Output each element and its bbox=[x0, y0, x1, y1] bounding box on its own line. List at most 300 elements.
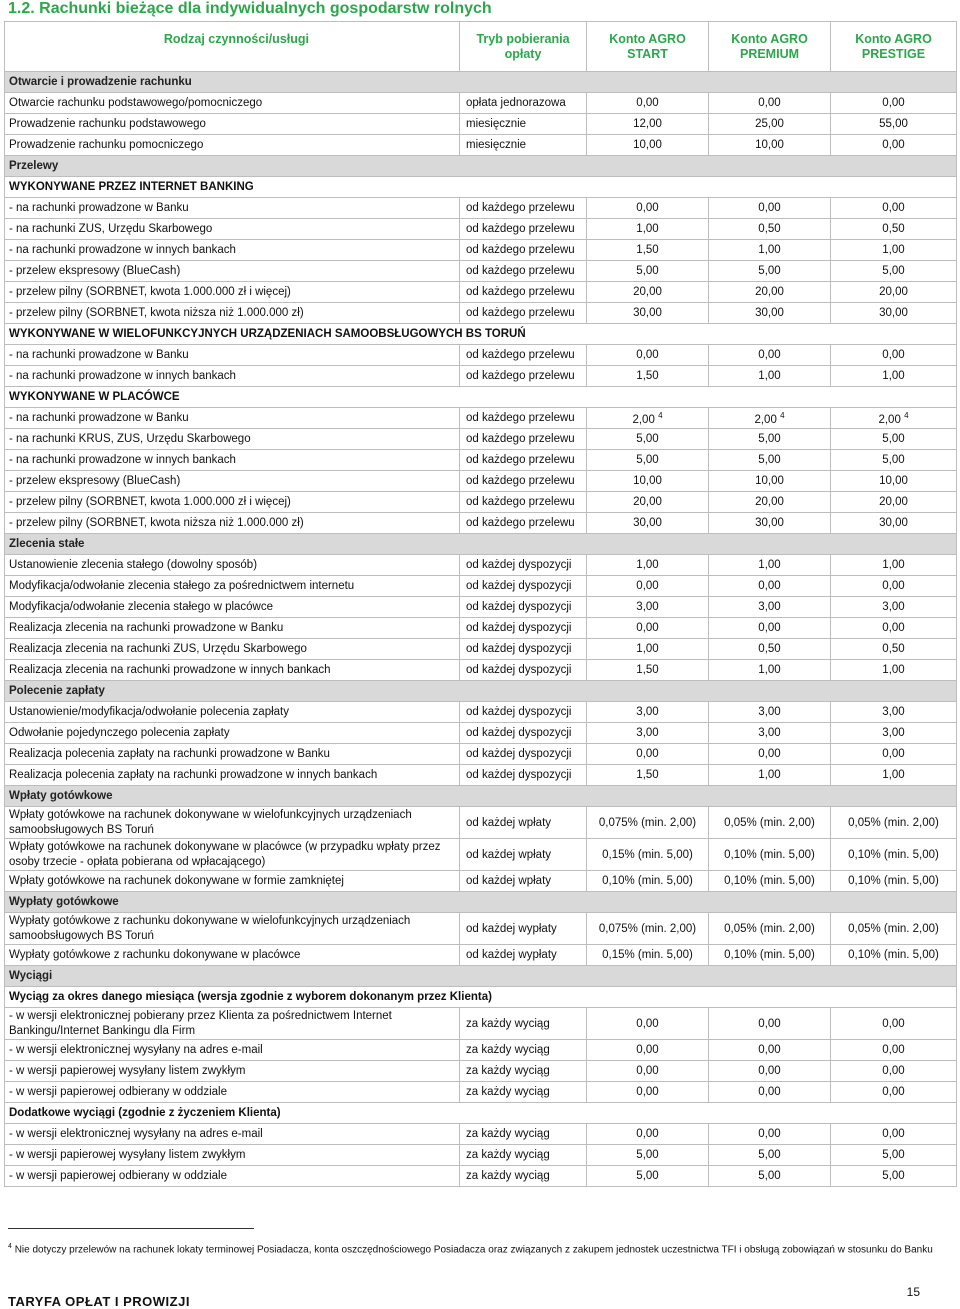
row-agro-premium-text: 5,00 bbox=[758, 1149, 781, 1161]
row-agro-premium bbox=[709, 1082, 831, 1103]
row-agro-start-text: 1,00 bbox=[636, 223, 659, 235]
row-agro-premium-text: 20,00 bbox=[755, 496, 784, 508]
table-row bbox=[5, 807, 957, 839]
table-row bbox=[5, 135, 957, 156]
row-agro-start-text: 30,00 bbox=[633, 517, 662, 529]
row-agro-start-text: 1,50 bbox=[636, 664, 659, 676]
row-fee-mode-text: miesięcznie bbox=[466, 139, 527, 151]
row-name-text: Realizacja zlecenia na rachunki prowadzone w innych bankach bbox=[9, 664, 331, 676]
row-agro-premium bbox=[709, 913, 831, 945]
row-agro-premium-text: 3,00 bbox=[758, 601, 781, 613]
table-row bbox=[5, 1061, 957, 1082]
row-agro-premium bbox=[709, 1008, 831, 1040]
row-fee-mode bbox=[460, 240, 587, 261]
row-agro-prestige bbox=[831, 639, 957, 660]
row-agro-prestige bbox=[831, 660, 957, 681]
row-name bbox=[5, 408, 460, 429]
section-title: Wypłaty gotówkowe bbox=[5, 892, 957, 913]
row-name-text: - na rachunki prowadzone w Banku bbox=[9, 349, 189, 361]
section-row bbox=[5, 966, 957, 987]
row-fee-mode bbox=[460, 93, 587, 114]
row-fee-mode-text: od każdego przelewu bbox=[466, 475, 575, 487]
row-name-text: Wpłaty gotówkowe na rachunek dokonywane w wielofunkcyjnych urządzeniach samoobsługowych BS Toruń bbox=[9, 808, 412, 836]
row-agro-start-text: 0,00 bbox=[636, 1017, 659, 1030]
subsection-title: Dodatkowe wyciągi (zgodnie z życzeniem Klienta) bbox=[5, 1103, 957, 1124]
row-agro-prestige bbox=[831, 114, 957, 135]
row-agro-premium-text: 5,00 bbox=[758, 454, 781, 466]
row-agro-start bbox=[587, 1145, 709, 1166]
row-agro-premium bbox=[709, 1124, 831, 1145]
subsection-title: WYKONYWANE W WIELOFUNKCYJNYCH URZĄDZENIACH SAMOOBSŁUGOWYCH BS TORUŃ bbox=[5, 324, 957, 345]
row-fee-mode-text: od każdego przelewu bbox=[466, 496, 575, 508]
row-agro-start bbox=[587, 765, 709, 786]
row-agro-prestige bbox=[831, 240, 957, 261]
row-fee-mode bbox=[460, 471, 587, 492]
row-agro-start-text: 20,00 bbox=[633, 286, 662, 298]
row-agro-prestige bbox=[831, 839, 957, 871]
table-row bbox=[5, 723, 957, 744]
row-name bbox=[5, 135, 460, 156]
row-agro-prestige-text: 5,00 bbox=[882, 265, 905, 277]
subsection-title: Wyciąg za okres danego miesiąca (wersja zgodnie z wyborem dokonanym przez Klienta) bbox=[5, 987, 957, 1008]
row-agro-prestige bbox=[831, 93, 957, 114]
row-agro-prestige-text: 1,00 bbox=[882, 664, 905, 676]
row-agro-prestige-text: 0,10% (min. 5,00) bbox=[848, 949, 939, 961]
row-agro-start-text: 0,00 bbox=[636, 622, 659, 634]
row-agro-start-text: 5,00 bbox=[636, 1149, 659, 1161]
table-row bbox=[5, 429, 957, 450]
row-fee-mode-text: od każdego przelewu bbox=[466, 412, 575, 424]
row-agro-prestige-text: 5,00 bbox=[882, 1149, 905, 1161]
row-name-text: Realizacja polecenia zapłaty na rachunki prowadzone w Banku bbox=[9, 748, 330, 760]
row-name-text: - na rachunki prowadzone w innych bankach bbox=[9, 454, 236, 466]
row-agro-prestige bbox=[831, 408, 957, 429]
row-agro-prestige bbox=[831, 723, 957, 744]
row-fee-mode-text: za każdy wyciąg bbox=[466, 1044, 550, 1056]
row-name-text: - na rachunki ZUS, Urzędu Skarbowego bbox=[9, 223, 213, 235]
row-agro-start-text: 0,10% (min. 5,00) bbox=[602, 875, 693, 887]
row-name bbox=[5, 576, 460, 597]
row-agro-premium-text: 5,00 bbox=[758, 1170, 781, 1182]
row-agro-start bbox=[587, 345, 709, 366]
row-agro-prestige-text: 0,00 bbox=[882, 622, 905, 634]
row-agro-start-text: 0,00 bbox=[636, 580, 659, 592]
table-row bbox=[5, 408, 957, 429]
row-fee-mode bbox=[460, 639, 587, 660]
row-name bbox=[5, 366, 460, 387]
row-agro-prestige bbox=[831, 261, 957, 282]
table-row bbox=[5, 513, 957, 534]
row-agro-premium bbox=[709, 576, 831, 597]
row-fee-mode bbox=[460, 913, 587, 945]
table-row bbox=[5, 555, 957, 576]
row-agro-start-text: 0,15% (min. 5,00) bbox=[602, 848, 693, 861]
row-name-text: Wpłaty gotówkowe na rachunek dokonywane w formie zamkniętej bbox=[9, 875, 344, 887]
row-fee-mode bbox=[460, 744, 587, 765]
row-fee-mode bbox=[460, 576, 587, 597]
row-agro-start bbox=[587, 1061, 709, 1082]
row-name bbox=[5, 492, 460, 513]
row-agro-premium bbox=[709, 450, 831, 471]
row-fee-mode bbox=[460, 702, 587, 723]
row-agro-premium bbox=[709, 261, 831, 282]
row-agro-prestige-text: 0,50 bbox=[882, 223, 905, 235]
table-row bbox=[5, 1166, 957, 1187]
row-fee-mode-text: za każdy wyciąg bbox=[466, 1086, 550, 1098]
row-agro-start-text: 0,00 bbox=[636, 1128, 659, 1140]
section-title: Wyciągi bbox=[5, 966, 957, 987]
row-name-text: Wypłaty gotówkowe z rachunku dokonywane w wielofunkcyjnych urządzeniach samoobsługowych BS Toruń bbox=[9, 914, 411, 942]
row-agro-prestige bbox=[831, 513, 957, 534]
row-agro-premium-text: 5,00 bbox=[758, 433, 781, 445]
row-fee-mode bbox=[460, 1061, 587, 1082]
row-name bbox=[5, 1145, 460, 1166]
row-name-text: - przelew pilny (SORBNET, kwota 1.000.000 zł i więcej) bbox=[9, 496, 291, 508]
row-fee-mode bbox=[460, 807, 587, 839]
row-agro-start bbox=[587, 913, 709, 945]
row-name-text: Modyfikacja/odwołanie zlecenia stałego w placówce bbox=[9, 601, 274, 613]
row-agro-premium-text: 0,00 bbox=[758, 349, 781, 361]
row-agro-prestige-text: 0,00 bbox=[882, 1065, 905, 1077]
row-agro-start bbox=[587, 1008, 709, 1040]
row-agro-prestige-text: 0,00 bbox=[882, 202, 905, 214]
row-agro-prestige-text: 0,00 bbox=[882, 1044, 905, 1056]
row-agro-prestige bbox=[831, 135, 957, 156]
table-row bbox=[5, 639, 957, 660]
row-agro-prestige-text: 1,00 bbox=[882, 769, 905, 781]
row-name bbox=[5, 597, 460, 618]
row-name bbox=[5, 1124, 460, 1145]
row-name bbox=[5, 618, 460, 639]
section-row bbox=[5, 72, 957, 93]
row-agro-premium bbox=[709, 1166, 831, 1187]
row-agro-prestige bbox=[831, 450, 957, 471]
row-agro-prestige bbox=[831, 702, 957, 723]
fee-table bbox=[4, 21, 957, 1187]
row-agro-start bbox=[587, 261, 709, 282]
row-agro-prestige-text: 0,00 bbox=[882, 139, 905, 151]
row-agro-start bbox=[587, 135, 709, 156]
row-agro-prestige bbox=[831, 303, 957, 324]
section-row bbox=[5, 786, 957, 807]
row-agro-premium-text: 0,00 bbox=[758, 202, 781, 214]
row-name-text: Otwarcie rachunku podstawowego/pomocniczego bbox=[9, 97, 263, 109]
row-fee-mode-text: od każdego przelewu bbox=[466, 370, 575, 382]
row-agro-premium bbox=[709, 198, 831, 219]
subsection-title: WYKONYWANE W PLACÓWCE bbox=[5, 387, 957, 408]
section-row bbox=[5, 892, 957, 913]
row-name-text: - na rachunki prowadzone w innych bankach bbox=[9, 370, 236, 382]
row-name-text: - na rachunki prowadzone w Banku bbox=[9, 202, 189, 214]
row-agro-start bbox=[587, 219, 709, 240]
row-agro-premium bbox=[709, 114, 831, 135]
row-fee-mode-text: od każdej wpłaty bbox=[466, 816, 552, 829]
row-agro-premium-text: 3,00 bbox=[758, 706, 781, 718]
row-fee-mode-text: od każdej dyspozycji bbox=[466, 748, 572, 760]
row-agro-premium-text: 1,00 bbox=[758, 244, 781, 256]
row-name-text: - przelew ekspresowy (BlueCash) bbox=[9, 475, 181, 487]
row-fee-mode-text: od każdej wypłaty bbox=[466, 922, 557, 935]
row-name bbox=[5, 282, 460, 303]
row-agro-start-text: 0,00 bbox=[636, 748, 659, 760]
row-agro-prestige-text: 3,00 bbox=[882, 601, 905, 613]
section-title: Polecenie zapłaty bbox=[5, 681, 957, 702]
row-fee-mode-text: od każdej dyspozycji bbox=[466, 622, 572, 634]
row-agro-premium-text: 30,00 bbox=[755, 307, 784, 319]
row-fee-mode bbox=[460, 114, 587, 135]
row-agro-start bbox=[587, 114, 709, 135]
row-agro-prestige bbox=[831, 492, 957, 513]
row-name bbox=[5, 1061, 460, 1082]
row-agro-prestige bbox=[831, 219, 957, 240]
row-agro-start bbox=[587, 513, 709, 534]
table-row bbox=[5, 450, 957, 471]
row-agro-premium-text: 0,10% (min. 5,00) bbox=[724, 875, 815, 887]
row-agro-start-text: 5,00 bbox=[636, 265, 659, 277]
row-agro-prestige-text: 0,00 bbox=[882, 748, 905, 760]
row-agro-prestige-text: 0,05% (min. 2,00) bbox=[848, 816, 939, 829]
row-agro-start bbox=[587, 871, 709, 892]
page-title: 1.2. Rachunki bieżące dla indywidualnych gospodarstw rolnych bbox=[8, 0, 492, 17]
row-agro-premium-text: 0,00 bbox=[758, 1044, 781, 1056]
footnote-mark: 4 bbox=[8, 1243, 12, 1250]
row-agro-prestige bbox=[831, 597, 957, 618]
table-row bbox=[5, 765, 957, 786]
row-name bbox=[5, 639, 460, 660]
row-fee-mode-text: od każdej dyspozycji bbox=[466, 706, 572, 718]
row-agro-start bbox=[587, 839, 709, 871]
row-agro-prestige-text: 0,00 bbox=[882, 1017, 905, 1030]
row-name-text: Odwołanie pojedynczego polecenia zapłaty bbox=[9, 727, 230, 739]
header-agro-premium: Konto AGRO PREMIUM bbox=[709, 22, 831, 72]
row-agro-start-text: 5,00 bbox=[636, 433, 659, 445]
row-agro-premium bbox=[709, 744, 831, 765]
row-name-text: Realizacja zlecenia na rachunki prowadzone w Banku bbox=[9, 622, 284, 634]
row-agro-start bbox=[587, 702, 709, 723]
table-row bbox=[5, 303, 957, 324]
row-name bbox=[5, 555, 460, 576]
row-fee-mode bbox=[460, 366, 587, 387]
row-agro-start bbox=[587, 1082, 709, 1103]
row-fee-mode bbox=[460, 345, 587, 366]
row-agro-prestige bbox=[831, 366, 957, 387]
row-agro-prestige bbox=[831, 1082, 957, 1103]
table-row bbox=[5, 1040, 957, 1061]
row-fee-mode bbox=[460, 198, 587, 219]
row-fee-mode-text: od każdego przelewu bbox=[466, 286, 575, 298]
row-agro-premium-text: 1,00 bbox=[758, 664, 781, 676]
row-name-text: Realizacja polecenia zapłaty na rachunki prowadzone w innych bankach bbox=[9, 769, 378, 781]
table-row bbox=[5, 198, 957, 219]
row-fee-mode-text: od każdego przelewu bbox=[466, 433, 575, 445]
row-name bbox=[5, 240, 460, 261]
table-row bbox=[5, 945, 957, 966]
row-name-text: Ustanowienie zlecenia stałego (dowolny sposób) bbox=[9, 559, 258, 571]
row-agro-prestige-text: 5,00 bbox=[882, 454, 905, 466]
row-agro-start-text: 10,00 bbox=[633, 139, 662, 151]
table-header-row bbox=[5, 22, 957, 72]
row-name-text: Realizacja zlecenia na rachunki ZUS, Urzędu Skarbowego bbox=[9, 643, 307, 655]
row-fee-mode-text: miesięcznie bbox=[466, 118, 527, 130]
row-agro-start-text: 0,00 bbox=[636, 1086, 659, 1098]
row-agro-premium bbox=[709, 219, 831, 240]
row-agro-start bbox=[587, 660, 709, 681]
row-fee-mode-text: od każdej wpłaty bbox=[466, 848, 552, 861]
row-agro-start-text: 1,00 bbox=[636, 559, 659, 571]
row-agro-prestige bbox=[831, 618, 957, 639]
row-fee-mode bbox=[460, 723, 587, 744]
row-agro-prestige-text: 3,00 bbox=[882, 727, 905, 739]
row-agro-start bbox=[587, 450, 709, 471]
row-agro-premium bbox=[709, 723, 831, 744]
subsection-row bbox=[5, 177, 957, 198]
row-agro-start-text: 0,00 bbox=[636, 202, 659, 214]
row-fee-mode bbox=[460, 618, 587, 639]
row-agro-premium-text: 0,00 bbox=[758, 97, 781, 109]
row-agro-start bbox=[587, 807, 709, 839]
row-fee-mode-text: od każdej dyspozycji bbox=[466, 769, 572, 781]
row-agro-prestige-text: 3,00 bbox=[882, 706, 905, 718]
row-fee-mode-text: od każdego przelewu bbox=[466, 517, 575, 529]
table-row bbox=[5, 660, 957, 681]
row-fee-mode-text: od każdego przelewu bbox=[466, 223, 575, 235]
row-agro-prestige bbox=[831, 1061, 957, 1082]
row-agro-prestige bbox=[831, 345, 957, 366]
table-row bbox=[5, 1124, 957, 1145]
table-row bbox=[5, 1008, 957, 1040]
table-row bbox=[5, 1082, 957, 1103]
row-agro-premium bbox=[709, 702, 831, 723]
row-agro-premium bbox=[709, 945, 831, 966]
row-agro-start bbox=[587, 198, 709, 219]
row-agro-premium-text: 0,05% (min. 2,00) bbox=[724, 816, 815, 829]
row-agro-start bbox=[587, 93, 709, 114]
row-agro-premium-text: 0,10% (min. 5,00) bbox=[724, 949, 815, 961]
row-agro-prestige bbox=[831, 1040, 957, 1061]
row-name bbox=[5, 765, 460, 786]
row-agro-prestige bbox=[831, 429, 957, 450]
row-agro-prestige bbox=[831, 765, 957, 786]
row-agro-premium-text: 25,00 bbox=[755, 118, 784, 130]
row-agro-start bbox=[587, 597, 709, 618]
row-fee-mode-text: od każdej dyspozycji bbox=[466, 727, 572, 739]
row-fee-mode-text: od każdego przelewu bbox=[466, 349, 575, 361]
row-agro-start-text: 30,00 bbox=[633, 307, 662, 319]
row-name bbox=[5, 345, 460, 366]
footnote bbox=[8, 1240, 938, 1257]
row-name bbox=[5, 1082, 460, 1103]
row-name bbox=[5, 219, 460, 240]
row-agro-start bbox=[587, 555, 709, 576]
row-agro-start bbox=[587, 471, 709, 492]
row-agro-premium-text: 10,00 bbox=[755, 475, 784, 487]
row-name-text: - w wersji papierowej odbierany w oddziale bbox=[9, 1086, 227, 1098]
row-fee-mode bbox=[460, 282, 587, 303]
row-agro-premium bbox=[709, 660, 831, 681]
row-agro-start bbox=[587, 240, 709, 261]
row-agro-prestige-text: 0,10% (min. 5,00) bbox=[848, 875, 939, 887]
row-agro-premium bbox=[709, 871, 831, 892]
row-agro-prestige-text: 5,00 bbox=[882, 1170, 905, 1182]
row-agro-start bbox=[587, 618, 709, 639]
row-agro-premium-text: 30,00 bbox=[755, 517, 784, 529]
row-name bbox=[5, 660, 460, 681]
row-agro-start bbox=[587, 945, 709, 966]
row-agro-start-text: 0,075% (min. 2,00) bbox=[598, 922, 697, 935]
row-name bbox=[5, 913, 460, 945]
row-name-text: - w wersji elektronicznej wysyłany na adres e-mail bbox=[9, 1044, 263, 1056]
row-agro-prestige-text: 30,00 bbox=[879, 307, 908, 319]
row-agro-premium-text: 1,00 bbox=[758, 769, 781, 781]
table-row bbox=[5, 618, 957, 639]
row-agro-prestige-text: 20,00 bbox=[879, 496, 908, 508]
row-fee-mode-text: od każdego przelewu bbox=[466, 202, 575, 214]
header-agro-prestige: Konto AGRO PRESTIGE bbox=[831, 22, 957, 72]
row-agro-prestige-text: 2,00 bbox=[878, 413, 901, 426]
row-fee-mode bbox=[460, 408, 587, 429]
row-agro-premium bbox=[709, 429, 831, 450]
table-row bbox=[5, 114, 957, 135]
table-row bbox=[5, 839, 957, 871]
row-name bbox=[5, 429, 460, 450]
section-row bbox=[5, 681, 957, 702]
row-fee-mode bbox=[460, 945, 587, 966]
row-agro-premium bbox=[709, 597, 831, 618]
row-agro-prestige bbox=[831, 471, 957, 492]
row-name bbox=[5, 1166, 460, 1187]
row-agro-start bbox=[587, 1040, 709, 1061]
row-name-text: - w wersji elektronicznej pobierany przez Klienta za pośrednictwem Internet Bankingu/Internet Bankingu dla Firm bbox=[9, 1009, 392, 1037]
subsection-row bbox=[5, 1103, 957, 1124]
section-title: Wpłaty gotówkowe bbox=[5, 786, 957, 807]
row-fee-mode bbox=[460, 450, 587, 471]
row-fee-mode-text: od każdego przelewu bbox=[466, 265, 575, 277]
row-agro-prestige-text: 0,00 bbox=[882, 1128, 905, 1140]
row-agro-premium-text: 1,00 bbox=[758, 370, 781, 382]
row-agro-prestige bbox=[831, 555, 957, 576]
row-agro-prestige bbox=[831, 744, 957, 765]
row-agro-premium-text: 0,00 bbox=[758, 580, 781, 592]
row-agro-premium-text: 0,00 bbox=[758, 1065, 781, 1077]
row-agro-premium bbox=[709, 492, 831, 513]
row-agro-premium bbox=[709, 135, 831, 156]
row-agro-prestige bbox=[831, 1145, 957, 1166]
row-agro-premium-text: 3,00 bbox=[758, 727, 781, 739]
section-title: Zlecenia stałe bbox=[5, 534, 957, 555]
row-fee-mode-text: od każdego przelewu bbox=[466, 307, 575, 319]
row-agro-prestige-text: 30,00 bbox=[879, 517, 908, 529]
subsection-row bbox=[5, 987, 957, 1008]
table-row bbox=[5, 345, 957, 366]
row-name bbox=[5, 198, 460, 219]
table-row bbox=[5, 471, 957, 492]
row-agro-prestige-text: 1,00 bbox=[882, 244, 905, 256]
row-agro-prestige bbox=[831, 1124, 957, 1145]
row-fee-mode bbox=[460, 555, 587, 576]
row-fee-mode bbox=[460, 1166, 587, 1187]
row-agro-prestige-text: 0,00 bbox=[882, 1086, 905, 1098]
row-name bbox=[5, 1008, 460, 1040]
row-agro-prestige bbox=[831, 576, 957, 597]
row-agro-premium-text: 0,50 bbox=[758, 643, 781, 655]
row-fee-mode bbox=[460, 492, 587, 513]
row-agro-premium-text: 10,00 bbox=[755, 139, 784, 151]
row-agro-start bbox=[587, 492, 709, 513]
table-row bbox=[5, 219, 957, 240]
row-agro-prestige-text: 10,00 bbox=[879, 475, 908, 487]
row-fee-mode-text: od każdego przelewu bbox=[466, 244, 575, 256]
row-agro-prestige bbox=[831, 1166, 957, 1187]
